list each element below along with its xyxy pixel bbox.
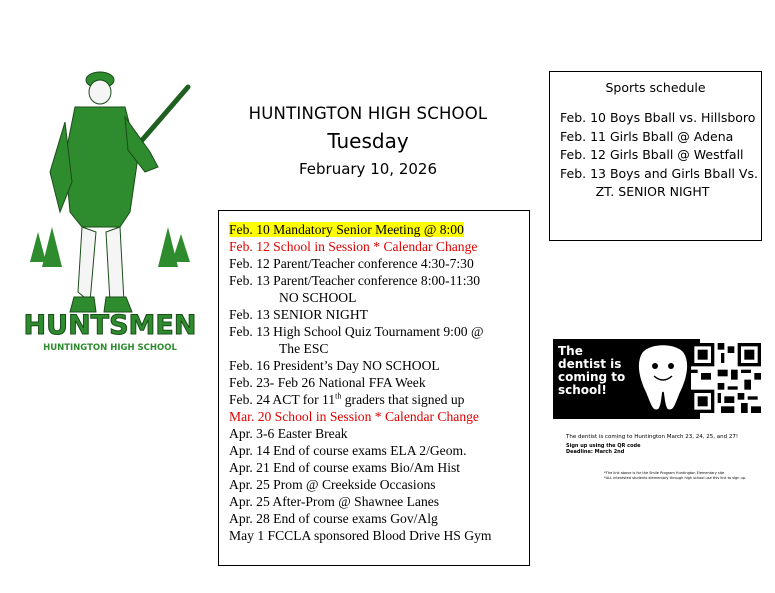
flyer-fine-print: *ALL interested students elementary through high school use this link to sign up. <box>604 476 747 480</box>
calendar-item: Apr. 25 After-Prom @ Shawnee Lanes <box>229 494 440 509</box>
calendar-item-continued: The ESC <box>279 341 329 356</box>
sports-item: Feb. 13 Boys and Girls Bball Vs. <box>560 165 758 181</box>
calendar-item: Apr. 21 End of course exams Bio/Am Hist <box>229 460 461 475</box>
flyer-note: The dentist is coming to Huntington March 23, 24, 25, and 27! <box>566 434 739 440</box>
flyer-fine-print: *The link above is for the Smile Program Huntington Elementary site. <box>604 471 726 475</box>
flyer-signup-url: Sign up at www.MySchoolDentist.com <box>594 409 689 415</box>
tooth-mascot-icon <box>630 342 696 414</box>
sports-schedule-box <box>549 71 762 241</box>
flyer-banner-text: The dentist is coming to school! <box>558 344 626 397</box>
sports-item: Feb. 11 Girls Bball @ Adena <box>560 128 734 144</box>
calendar-item: Feb. 12 Parent/Teacher conference 4:30-7:30 <box>229 256 474 271</box>
school-name: HUNTINGTON HIGH SCHOOL <box>248 104 488 123</box>
calendar-item-continued: NO SCHOOL <box>279 290 357 305</box>
sports-item: Feb. 12 Girls Bball @ Westfall <box>560 147 744 162</box>
sports-item: ZT. SENIOR NIGHT <box>595 184 710 199</box>
calendar-item: Apr. 3-6 Easter Break <box>229 426 348 441</box>
svg-text:HUNTSMEN: HUNTSMEN <box>23 310 197 341</box>
day-of-week: Tuesday <box>327 129 409 153</box>
flyer-note: Sign up using the QR code <box>566 443 641 449</box>
calendar-item-highlighted: Feb. 10 Mandatory Senior Meeting @ 8:00 <box>229 222 464 237</box>
calendar-box <box>218 210 530 566</box>
calendar-item: Feb. 16 President’s Day NO SCHOOL <box>229 358 440 373</box>
huntsmen-logo <box>20 62 200 362</box>
sports-item: Feb. 10 Boys Bball vs. Hillsboro <box>560 110 756 125</box>
calendar-item: May 1 FCCLA sponsored Blood Drive HS Gym <box>229 528 492 543</box>
qr-code-icon[interactable] <box>691 343 761 413</box>
calendar-item: Apr. 14 End of course exams ELA 2/Geom. <box>229 443 467 458</box>
calendar-item: Apr. 25 Prom @ Creekside Occasions <box>229 477 436 492</box>
calendar-item: Apr. 28 End of course exams Gov/Alg <box>229 511 438 526</box>
date: February 10, 2026 <box>298 160 438 178</box>
calendar-item: Feb. 23- Feb 26 National FFA Week <box>229 375 426 390</box>
dentist-flyer <box>548 318 766 518</box>
calendar-item-red: Feb. 12 School in Session * Calendar Change <box>229 239 478 254</box>
logo-text <box>24 310 197 341</box>
calendar-item-red: Mar. 20 School in Session * Calendar Change <box>229 409 479 424</box>
calendar-item: Feb. 13 Parent/Teacher conference 8:00-11:30 <box>229 273 481 288</box>
flyer-note: Deadline: March 2nd <box>566 449 625 455</box>
calendar-item: Feb. 13 SENIOR NIGHT <box>229 307 368 322</box>
logo-subtext: HUNTINGTON HIGH SCHOOL <box>43 343 177 353</box>
page-header <box>218 104 518 178</box>
sports-schedule-title: Sports schedule <box>605 80 706 95</box>
calendar-item: Feb. 24 ACT for 11th graders that signed up <box>229 391 465 407</box>
calendar-item: Feb. 13 High School Quiz Tournament 9:00 @ <box>229 324 484 339</box>
